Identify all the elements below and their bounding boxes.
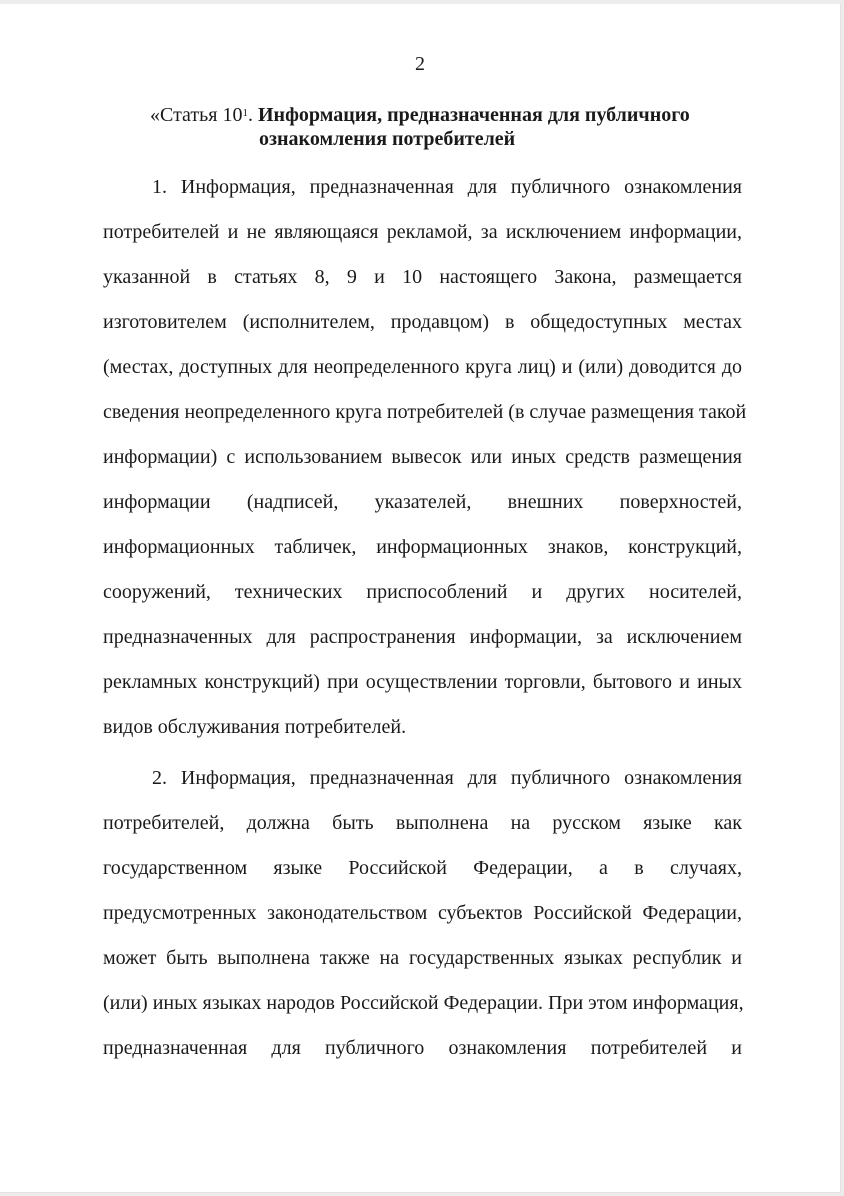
article-title-line-1 [150, 103, 690, 127]
paragraph-1-line: указанной в статьях 8, 9 и 10 настоящего Закона, размещается [103, 266, 742, 288]
paragraph-1-line: видов обслуживания потребителей. [103, 716, 407, 738]
document-page [0, 4, 841, 1193]
paragraph-1-line: сооружений, технических приспособлений и других носителей, [103, 581, 742, 603]
paragraph-1-line: информации (надписей, указателей, внешних поверхностей, [103, 491, 742, 513]
paragraph-1-line: информации) с использованием вывесок или иных средств размещения [103, 446, 742, 468]
paragraph-2-line: государственном языке Российской Федерации, а в случаях, [103, 857, 742, 879]
paragraph-1-line: (местах, доступных для неопределенного круга лиц) и (или) доводится до [103, 356, 742, 378]
paragraph-1-line: изготовителем (исполнителем, продавцом) в общедоступных местах [103, 311, 742, 333]
paragraph-2-line: (или) иных языках народов Российской Федерации. При этом информация, [103, 992, 744, 1014]
paragraph-2-line: потребителей, должна быть выполнена на русском языке как [103, 812, 742, 834]
paragraph-2-line: 2. Информация, предназначенная для публичного ознакомления [152, 767, 742, 789]
paragraph-2-line: может быть выполнена также на государственных языках республик и [103, 947, 742, 969]
article-heading: Информация, предназначенная для публичного [257, 104, 690, 126]
article-dot: . [247, 104, 258, 126]
paragraph-1-line: информационных табличек, информационных знаков, конструкций, [103, 536, 742, 558]
paragraph-2-line: предназначенная для публичного ознакомления потребителей и [103, 1037, 742, 1059]
paragraph-2-line: предусмотренных законодательством субъектов Российской Федерации, [103, 902, 742, 924]
paragraph-1-line: потребителей и не являющаяся рекламой, за исключением информации, [103, 221, 742, 243]
article-superscript: 1 [242, 107, 248, 119]
article-prefix: «Статья 10 [150, 104, 243, 126]
article-title-line-2: ознакомления потребителей [259, 128, 516, 150]
paragraph-1-line: сведения неопределенного круга потребителей (в случае размещения такой [103, 401, 747, 423]
paragraph-1-line: рекламных конструкций) при осуществлении торговли, бытового и иных [103, 671, 742, 693]
paragraph-1-line: предназначенных для распространения информации, за исключением [103, 626, 742, 648]
paragraph-1-line: 1. Информация, предназначенная для публичного ознакомления [152, 176, 742, 198]
page-number: 2 [415, 53, 425, 75]
